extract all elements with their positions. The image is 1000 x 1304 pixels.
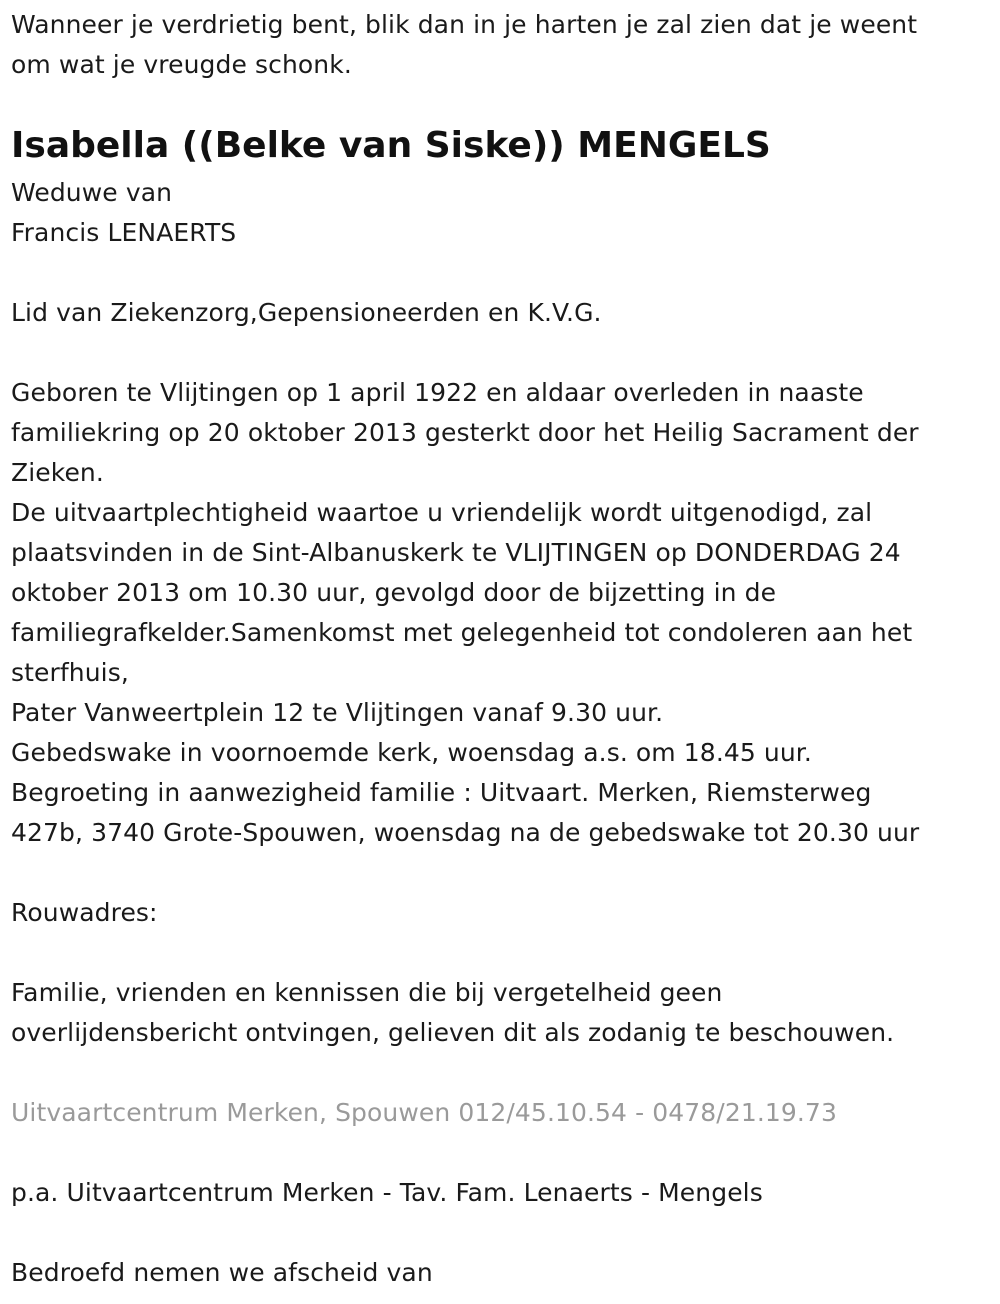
announcement-line: Geboren te Vlijtingen op 1 april 1922 en aldaar overleden in naaste <box>11 378 864 407</box>
announcement-line: familiegrafkelder.Samenkomst met gelegenheid tot condoleren aan het <box>11 618 913 647</box>
announcement-line: 427b, 3740 Grote-Spouwen, woensdag na de gebedswake tot 20.30 uur <box>11 818 920 847</box>
announcement-line: Begroeting in aanwezigheid familie : Uitvaart. Merken, Riemsterweg <box>11 778 872 807</box>
announcement-line: De uitvaartplechtigheid waartoe u vriendelijk wordt uitgenodigd, zal <box>11 498 873 527</box>
quote-line: Wanneer je verdrietig bent, blik dan in je harten je zal zien dat je weent <box>11 10 918 39</box>
spouse-name: Francis LENAERTS <box>11 218 237 247</box>
announcement-line: Gebedswake in voornoemde kerk, woensdag a.s. om 18.45 uur. <box>11 738 812 767</box>
deceased-name: Isabella ((Belke van Siske)) MENGELS <box>11 125 771 166</box>
announcement-line: Zieken. <box>11 458 104 487</box>
closing-line: Bedroefd nemen we afscheid van <box>11 1258 433 1287</box>
notice-line: Familie, vrienden en kennissen die bij vergetelheid geen <box>11 978 723 1007</box>
quote-line: om wat je vreugde schonk. <box>11 50 352 79</box>
rouwadres-label: Rouwadres: <box>11 898 158 927</box>
funeral-home-contact: Uitvaartcentrum Merken, Spouwen 012/45.10.54 - 0478/21.19.73 <box>11 1098 837 1127</box>
announcement-line: familiekring op 20 oktober 2013 gesterkt door het Heilig Sacrament der <box>11 418 919 447</box>
announcement-line: Pater Vanweertplein 12 te Vlijtingen vanaf 9.30 uur. <box>11 698 664 727</box>
spouse-label: Weduwe van <box>11 178 173 207</box>
announcement-line: oktober 2013 om 10.30 uur, gevolgd door de bijzetting in de <box>11 578 777 607</box>
announcement-line: plaatsvinden in de Sint-Albanuskerk te VLIJTINGEN op DONDERDAG 24 <box>11 538 901 567</box>
postal-address: p.a. Uitvaartcentrum Merken - Tav. Fam. Lenaerts - Mengels <box>11 1178 763 1207</box>
notice-line: overlijdensbericht ontvingen, gelieven dit als zodanig te beschouwen. <box>11 1018 895 1047</box>
memberships: Lid van Ziekenzorg,Gepensioneerden en K.V.G. <box>11 298 602 327</box>
announcement-line: sterfhuis, <box>11 658 129 687</box>
